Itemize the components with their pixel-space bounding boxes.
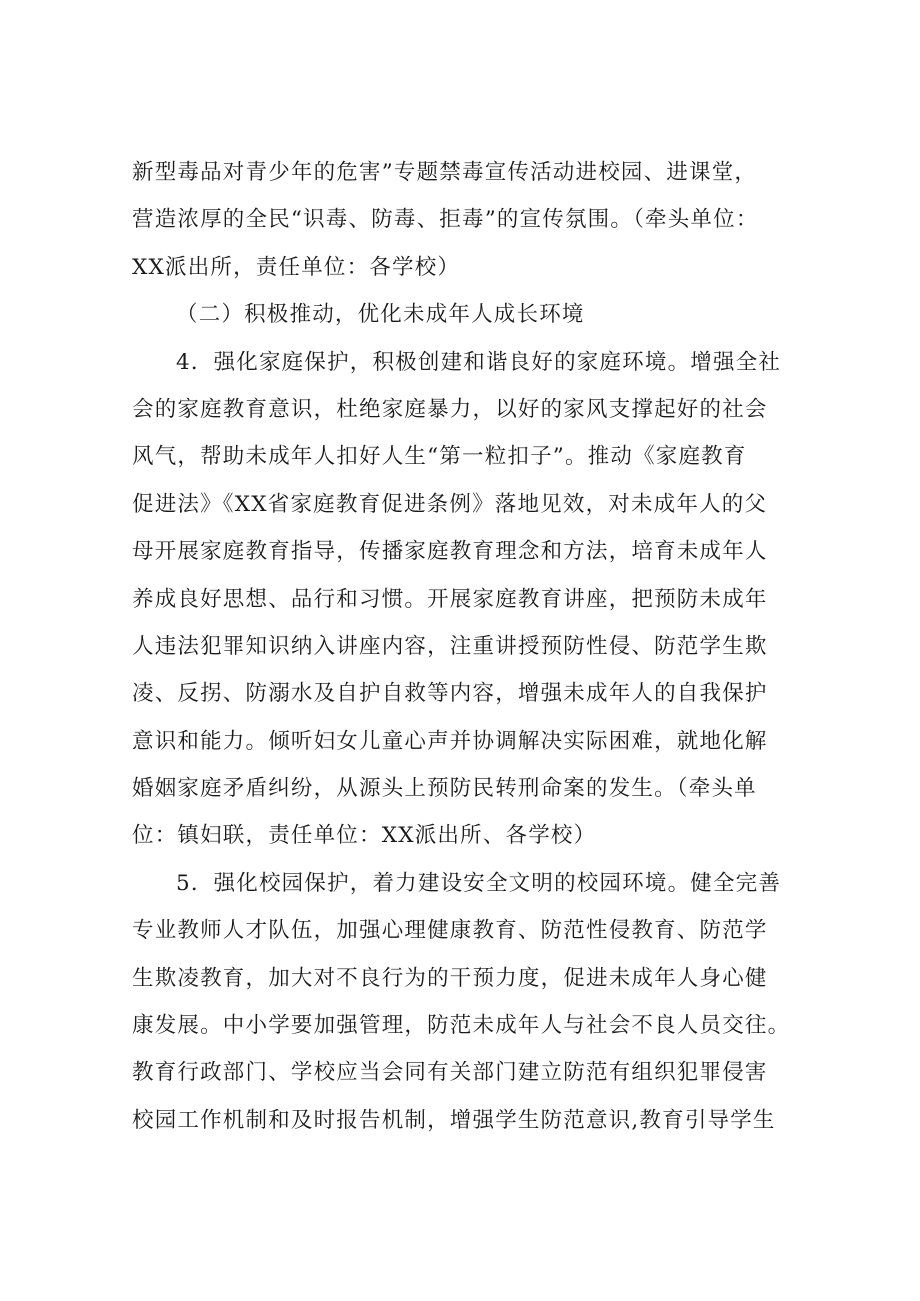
document-body <box>132 149 800 1144</box>
body-text-line: 专业教师人才队伍，加强心理健康教育、防范性侵教育、防范学 <box>132 918 768 944</box>
body-text-line: 促进法》《XX省家庭教育促进条例》落地见效，对未成年人的父 <box>132 491 768 517</box>
body-text-line: 意识和能力。倾听妇女儿童心声并协调解决实际困难，就地化解 <box>132 728 768 754</box>
body-text-line: 养成良好思想、品行和习惯。开展家庭教育讲座，把预防未成年 <box>132 586 768 612</box>
body-text-line: 生欺凌教育，加大对不良行为的干预力度，促进未成年人身心健 <box>132 965 768 991</box>
body-text-line: 母开展家庭教育指导，传播家庭教育理念和方法，培育未成年人 <box>132 539 768 565</box>
body-text-line: 新型毒品对青少年的危害”专题禁毒宣传活动进校园、进课堂， <box>132 160 758 185</box>
section-heading: （二）积极推动，优化未成年人成长环境 <box>176 302 585 328</box>
body-text-line: 康发展。中小学要加强管理，防范未成年人与社会不良人员交往。 <box>132 1013 791 1039</box>
body-text-line: 位：镇妇联，责任单位：XX派出所、各学校） <box>132 823 597 849</box>
body-text-line: 婚姻家庭矛盾纠纷，从源头上预防民转刑命案的发生。（牵头单 <box>132 776 757 802</box>
body-text-line: 风气，帮助未成年人扣好人生“第一粒扣子”。推动《家庭教育 <box>132 444 747 470</box>
body-text-line: 教育行政部门、学校应当会同有关部门建立防范有组织犯罪侵害 <box>132 1060 768 1086</box>
body-text-line: 营造浓厚的全民“识毒、防毒、拒毒”的宣传氛围。（牵头单位： <box>132 207 759 233</box>
paragraph-4-start: 4．强化家庭保护，积极创建和谐良好的家庭环境。增强全社 <box>176 349 782 375</box>
body-text-line: 校园工作机制和及时报告机制，增强学生防范意识,教育引导学生 <box>132 1107 776 1133</box>
body-text-line: XX派出所，责任单位：各学校） <box>132 254 461 280</box>
body-text-line: 人违法犯罪知识纳入讲座内容，注重讲授预防性侵、防范学生欺 <box>132 633 768 659</box>
paragraph-5-start: 5．强化校园保护，着力建设安全文明的校园环境。健全完善 <box>176 870 782 896</box>
body-text-line: 凌、反拐、防溺水及自护自救等内容，增强未成年人的自我保护 <box>132 681 768 707</box>
body-text-line: 会的家庭教育意识，杜绝家庭暴力，以好的家风支撑起好的社会 <box>132 396 768 422</box>
